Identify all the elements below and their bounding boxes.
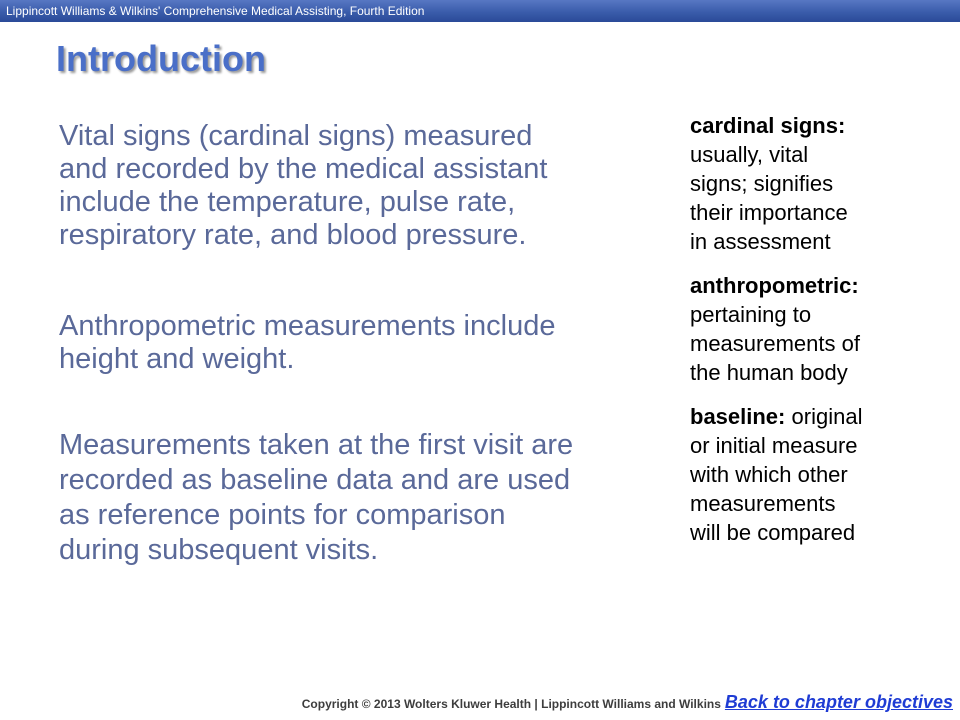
glossary-definition-line: will be compared — [690, 520, 856, 545]
glossary-definition-line: signs; signifies — [690, 171, 834, 196]
glossary-definition-line: or initial measure — [690, 433, 858, 458]
glossary-definition-line: pertaining to — [690, 302, 812, 327]
glossary-definition-line: measurements — [690, 491, 836, 516]
glossary-definition-line: with which other — [690, 462, 848, 487]
paragraph-line: include the temperature, pulse rate, — [59, 186, 516, 218]
body-paragraph-anthropometric — [59, 310, 555, 376]
paragraph-line: as reference points for comparison — [59, 499, 506, 531]
paragraph-line: respiratory rate, and blood pressure. — [59, 219, 527, 251]
body-paragraph-vital-signs — [59, 120, 547, 252]
glossary-definition-line: their importance — [690, 200, 848, 225]
slide-title: Introduction — [56, 38, 266, 79]
paragraph-line: Vital signs (cardinal signs) measured — [59, 120, 533, 152]
body-paragraph-baseline — [59, 428, 573, 568]
glossary-term: cardinal signs: — [690, 113, 846, 138]
glossary-sidebar — [690, 111, 930, 547]
glossary-entry-baseline — [690, 402, 930, 547]
header-bar — [0, 0, 960, 22]
footer — [302, 692, 953, 714]
paragraph-line: Measurements taken at the first visit are — [59, 429, 574, 461]
glossary-definition-line: the human body — [690, 360, 848, 385]
paragraph-line: and recorded by the medical assistant — [59, 153, 548, 185]
glossary-entry-cardinal-signs — [690, 111, 930, 256]
paragraph-line: during subsequent visits. — [59, 534, 379, 566]
glossary-definition-inline: original — [791, 404, 863, 429]
glossary-entry-anthropometric — [690, 271, 930, 387]
glossary-definition-line: usually, vital — [690, 142, 809, 167]
copyright-text: Copyright © 2013 Wolters Kluwer Health | Lippincott Williams and Wilkins — [301, 697, 721, 711]
glossary-definition-line: in assessment — [690, 229, 831, 254]
glossary-term: anthropometric: — [690, 273, 859, 298]
paragraph-line: height and weight. — [59, 343, 295, 375]
paragraph-line: Anthropometric measurements include — [59, 310, 556, 342]
glossary-definition-line: measurements of — [690, 331, 860, 356]
paragraph-line: recorded as baseline data and are used — [59, 464, 571, 496]
header-title: Lippincott Williams & Wilkins' Comprehensive Medical Assisting, Fourth Edition — [6, 4, 425, 18]
back-to-chapter-objectives-link[interactable]: Back to chapter objectives — [724, 692, 953, 712]
glossary-term-line — [690, 402, 930, 431]
glossary-term: baseline: — [690, 404, 786, 429]
